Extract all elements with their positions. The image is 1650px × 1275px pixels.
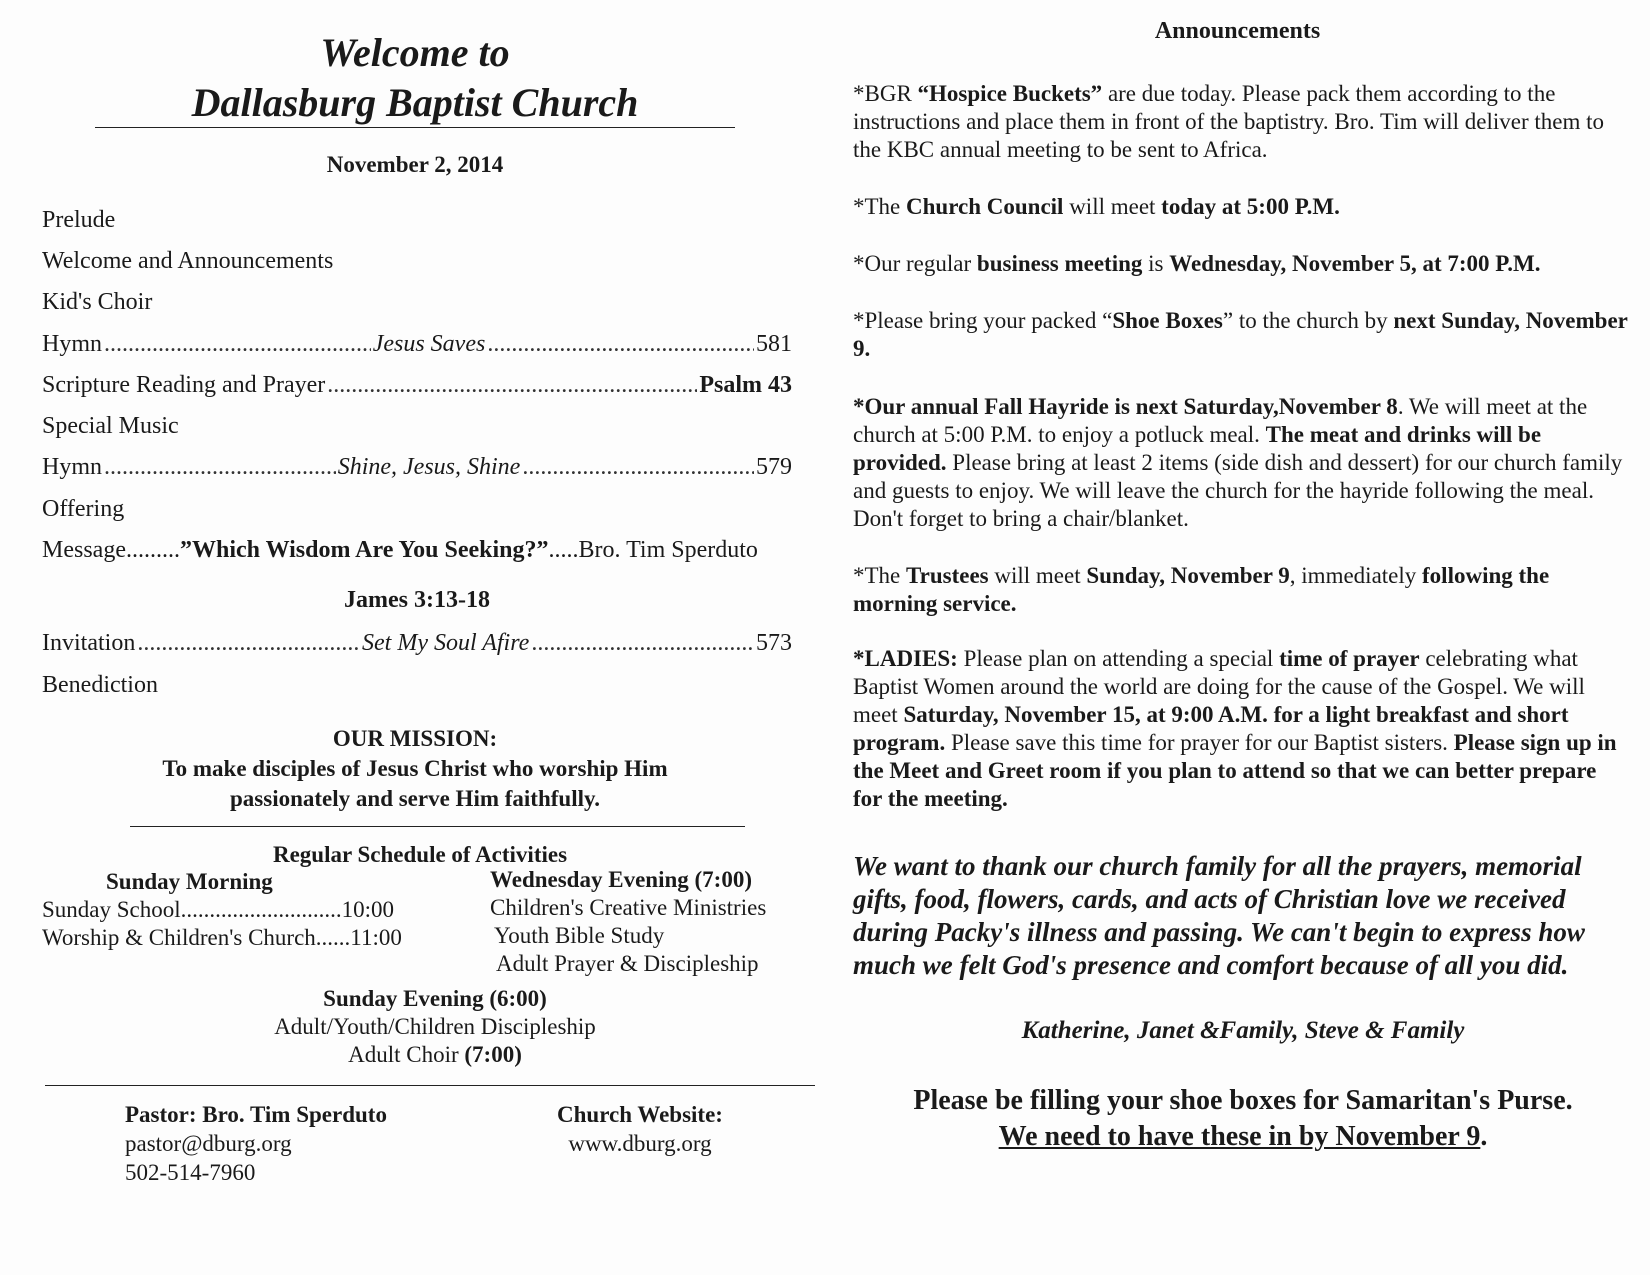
order-item-welcome: Welcome and Announcements xyxy=(42,248,334,274)
order-item-prelude: Prelude xyxy=(42,207,116,233)
hymn-1-label: Hymn xyxy=(42,331,102,357)
wednesday-item-3: Adult Prayer & Discipleship xyxy=(496,951,759,976)
mission-heading: OUR MISSION: xyxy=(332,726,498,751)
purse-line-2 xyxy=(853,1119,1633,1155)
ann-6-bold-c: following the morning service. xyxy=(853,563,1550,616)
pastor-phone: 502-514-7960 xyxy=(125,1160,256,1185)
invitation-title: Set My Soul Afire xyxy=(362,630,530,656)
purse-line-1: Please be filling your shoe boxes for Samaritan's Purse. xyxy=(913,1085,1573,1116)
hymn-2-title: Shine, Jesus, Shine xyxy=(337,454,521,480)
title-line-1: Welcome to xyxy=(320,30,510,75)
ann-7-bold-d: Please sign up in the Meet and Greet room if you plan to attend so that we can better prepare for the meeting. xyxy=(853,730,1617,811)
title-line-2: Dallasburg Baptist Church xyxy=(191,80,639,125)
wednesday-heading: Wednesday Evening (7:00) xyxy=(490,867,752,892)
dot-leader xyxy=(104,327,371,361)
scripture-label: Scripture Reading and Prayer xyxy=(42,372,326,398)
ann-6-text-b: will meet xyxy=(988,563,1087,588)
schedule-title: Regular Schedule of Activities xyxy=(272,842,568,867)
ann-1-text-a: *BGR xyxy=(853,81,918,106)
order-item-message xyxy=(42,533,792,567)
pastor-label: Pastor: Bro. Tim Sperduto xyxy=(125,1102,387,1127)
invitation-label: Invitation xyxy=(42,630,136,656)
mission-statement xyxy=(95,724,735,814)
ann-2-bold-a: Church Council xyxy=(906,194,1064,219)
ann-2-text-a: *The xyxy=(853,194,907,219)
announcement-church-council xyxy=(853,193,1628,221)
order-item-scripture xyxy=(42,368,792,402)
ann-2-text-b: will meet xyxy=(1063,194,1162,219)
website-label: Church Website: xyxy=(557,1102,723,1127)
ann-3-bold-a: business meeting xyxy=(976,251,1143,276)
ann-7-text-a: Please plan on attending a special xyxy=(957,646,1280,671)
thank-you-note: We want to thank our church family for all the prayers, memorial gifts, food, flowers, cards, and acts of Christian love we received during Packy's illness and passing. We can't begin to express how much we felt God's presence and comfort because of all you did. xyxy=(853,851,1585,980)
ann-7-bold-b: time of prayer xyxy=(1279,646,1420,671)
hymn-2-number: 579 xyxy=(756,454,792,480)
announcement-hospice-buckets xyxy=(853,80,1628,164)
footer-divider xyxy=(45,1085,815,1086)
pastor-email: pastor@dburg.org xyxy=(125,1131,292,1156)
thank-you-signature: Katherine, Janet &Family, Steve & Family xyxy=(1021,1017,1465,1044)
dot-leader xyxy=(522,450,754,484)
ann-6-bold-b: Sunday, November 9 xyxy=(1086,563,1290,588)
mission-line-2: passionately and serve Him faithfully. xyxy=(230,786,600,811)
announcement-shoe-boxes xyxy=(853,307,1628,363)
order-item-offering: Offering xyxy=(42,496,125,522)
order-item-hymn-2 xyxy=(42,450,792,484)
order-item-hymn-1 xyxy=(42,327,792,361)
ann-6-bold-a: Trustees xyxy=(906,563,989,588)
schedule-sunday-evening xyxy=(95,985,775,1069)
adult-choir-label: Adult Choir xyxy=(348,1042,465,1067)
purse-period: . xyxy=(1480,1121,1488,1152)
mission-divider xyxy=(130,826,745,827)
ann-3-text-a: *Our regular xyxy=(853,251,977,276)
message-speaker: .....Bro. Tim Sperduto xyxy=(548,537,758,563)
wednesday-item-2: Youth Bible Study xyxy=(494,923,665,948)
announcement-fall-hayride xyxy=(853,393,1628,533)
schedule-wednesday-evening xyxy=(490,866,810,978)
schedule-sunday-morning xyxy=(42,868,442,952)
ann-7-bold-a: *LADIES: xyxy=(853,646,958,671)
mission-line-1: To make disciples of Jesus Christ who worship Him xyxy=(162,756,668,781)
announcement-business-meeting xyxy=(853,250,1628,278)
ann-6-text-c: , immediately xyxy=(1289,563,1423,588)
hymn-2-label: Hymn xyxy=(42,454,102,480)
wednesday-item-1: Children's Creative Ministries xyxy=(490,895,767,920)
purse-deadline: We need to have these in by November 9 xyxy=(998,1121,1481,1152)
announcement-ladies-prayer xyxy=(853,645,1628,813)
ann-5-bold-b: The meat and drinks will be provided. xyxy=(853,422,1542,475)
ann-4-text-a: *Please bring your packed “ xyxy=(853,308,1113,333)
order-item-invitation xyxy=(42,626,792,660)
ann-1-text-b: are due today. Please pack them according to the instructions and place them in front of the baptistry. Bro. Tim will deliver them to the KBC annual meeting to be sent to Africa. xyxy=(853,81,1605,162)
worship-item: Worship & Children's Church......11:00 xyxy=(42,925,402,950)
order-of-service xyxy=(42,0,792,700)
hymn-1-title: Jesus Saves xyxy=(372,331,486,357)
announcement-trustees xyxy=(853,562,1628,618)
dot-leader xyxy=(531,626,754,660)
ann-7-text-c: Please save this time for prayer for our Baptist sisters. xyxy=(945,730,1454,755)
ann-3-text-b: is xyxy=(1142,251,1170,276)
website-url: www.dburg.org xyxy=(568,1131,712,1156)
order-item-kids-choir: Kid's Choir xyxy=(42,289,153,315)
ann-5-text-b: Please bring at least 2 items (side dish and dessert) for our church family and guests to enjoy. We will leave the church for the hayride following the meal. Don't forget to bring a chair/blanket. xyxy=(853,450,1623,531)
message-title: ”Which Wisdom Are You Seeking?” xyxy=(179,537,549,563)
ann-6-text-a: *The xyxy=(853,563,907,588)
adult-choir-time: (7:00) xyxy=(464,1042,522,1067)
dot-leader xyxy=(327,368,697,402)
pastor-contact xyxy=(125,1100,455,1187)
ann-4-text-b: ” to the church by xyxy=(1222,308,1394,333)
scripture-reference: Psalm 43 xyxy=(699,372,792,398)
sunday-school-item: Sunday School............................10:00 xyxy=(42,897,395,922)
dot-leader xyxy=(487,327,754,361)
order-item-benediction: Benediction xyxy=(42,672,158,698)
dot-leader xyxy=(137,626,360,660)
sunday-evening-heading: Sunday Evening (6:00) xyxy=(323,986,547,1011)
sunday-evening-item-1: Adult/Youth/Children Discipleship xyxy=(274,1014,596,1039)
sunday-morning-heading: Sunday Morning xyxy=(106,869,273,894)
service-date: November 2, 2014 xyxy=(326,152,504,177)
ann-3-bold-b: Wednesday, November 5, at 7:00 P.M. xyxy=(1169,251,1541,276)
ann-2-bold-b: today at 5:00 P.M. xyxy=(1161,194,1340,219)
ann-4-bold-a: Shoe Boxes xyxy=(1112,308,1223,333)
ann-5-text-a: . We will meet at the church at 5:00 P.M. to enjoy a potluck meal. xyxy=(853,394,1588,447)
invitation-number: 573 xyxy=(756,630,792,656)
samaritans-purse-notice xyxy=(853,1083,1633,1155)
ann-4-bold-b: next Sunday, November 9. xyxy=(853,308,1628,361)
ann-5-bold-a: *Our annual Fall Hayride is next Saturday,November 8 xyxy=(853,394,1398,419)
ann-1-bold-a: “Hospice Buckets” xyxy=(917,81,1103,106)
message-label: Message......... xyxy=(42,537,180,563)
ann-7-text-b: celebrating what Baptist Women around the world are doing for the cause of the Gospel. We will meet xyxy=(853,646,1585,727)
order-item-special-music: Special Music xyxy=(42,413,179,439)
church-website xyxy=(520,1100,760,1158)
message-passage: James 3:13-18 xyxy=(344,587,490,613)
sunday-evening-item-2 xyxy=(95,1041,775,1069)
bulletin-right-page xyxy=(825,0,1650,1275)
announcements-heading: Announcements xyxy=(1154,18,1321,44)
dot-leader xyxy=(104,450,336,484)
hymn-1-number: 581 xyxy=(756,331,793,357)
ann-7-bold-c: Saturday, November 15, at 9:00 A.M. for a light breakfast and short program. xyxy=(853,702,1569,755)
